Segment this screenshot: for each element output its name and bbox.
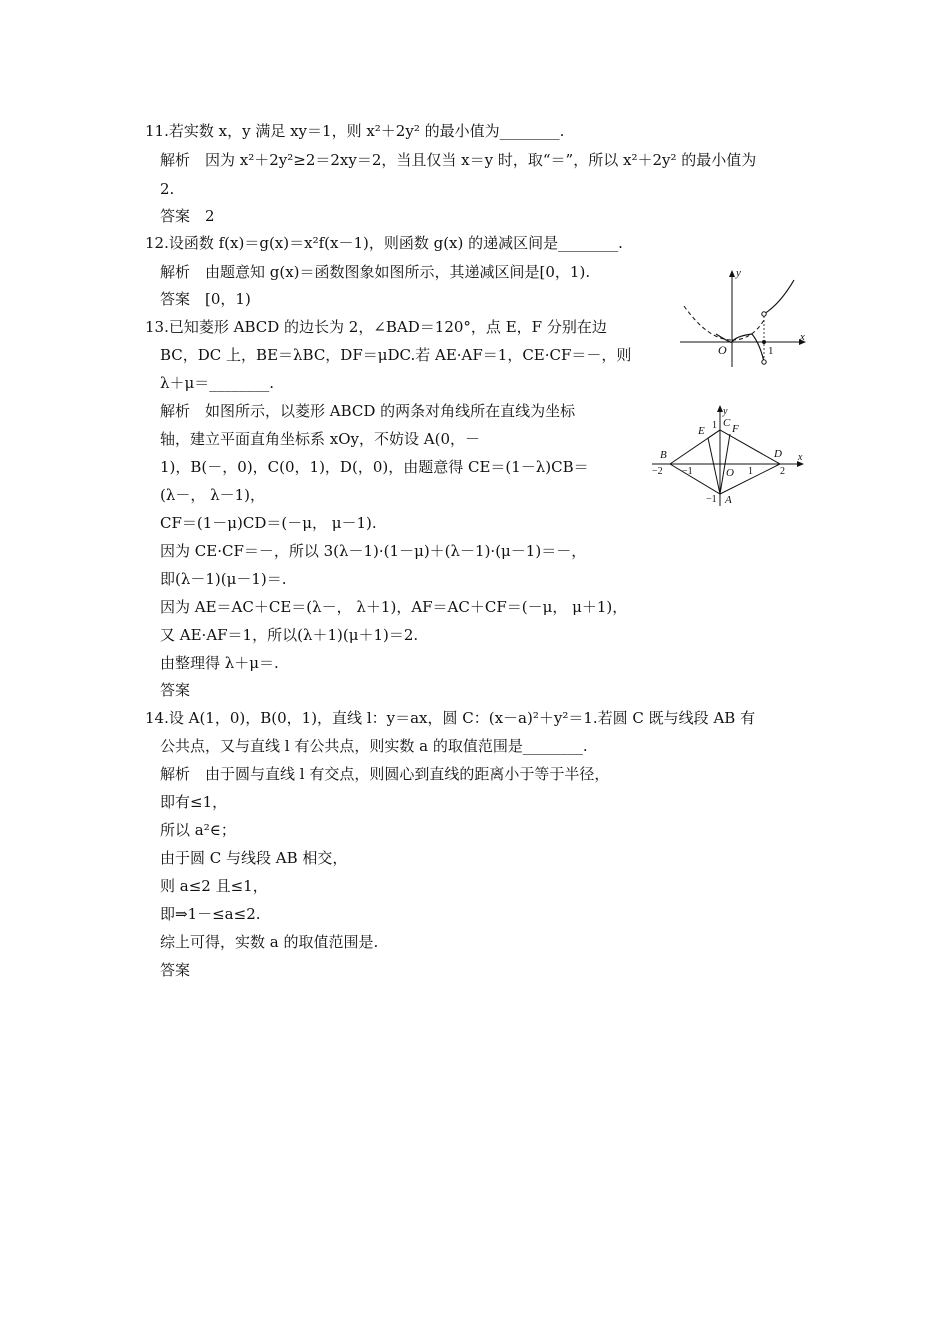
q13-stem-1: 13.已知菱形 ABCD 的边长为 2，∠BAD＝120°，点 E，F 分别在边 <box>145 318 607 336</box>
origin-label: O <box>718 343 727 357</box>
segment-ae <box>708 438 720 494</box>
tick-y-1: 1 <box>712 420 717 431</box>
x-axis-label: x <box>798 452 803 463</box>
q13-solution-4: (λ－， λ－1)， <box>160 486 266 504</box>
label-e: E <box>698 425 705 437</box>
q13-solution-5: CF＝(1－μ)CD＝(－μ， μ－1). <box>160 514 377 532</box>
q14-solution-4: 由于圆 C 与线段 AB 相交， <box>160 849 348 867</box>
q14-solution-2: 即有≤1， <box>160 793 228 811</box>
tick-label-1: 1 <box>768 345 774 357</box>
q11-solution: 解析 因为 x²＋2y²≥2＝2xy＝2，当且仅当 x＝y 时，取“＝”，所以 x²＋2y² 的最小值为 <box>160 151 757 169</box>
q14-solution-5: 则 a≤2 且≤1， <box>160 877 268 895</box>
tick-x-2: 2 <box>780 466 785 477</box>
x-axis-label: x <box>800 331 805 343</box>
solid-curve-upper <box>764 280 794 314</box>
rhombus-figure <box>648 402 808 510</box>
q14-answer: 答案 <box>160 961 191 979</box>
q11-stem: 11.若实数 x，y 满足 xy＝1，则 x²＋2y² 的最小值为________. <box>145 122 565 140</box>
filled-dot-axis <box>762 340 766 344</box>
q13-answer: 答案 <box>160 681 191 699</box>
origin-label: O <box>726 467 734 479</box>
q11-answer: 答案 2 <box>160 207 215 225</box>
label-c: C <box>723 417 731 429</box>
y-axis-label: y <box>736 267 741 279</box>
q14-solution-3: 所以 a²∈； <box>160 821 236 839</box>
q14-stem-1: 14.设 A(1，0)，B(0，1)，直线 l：y＝ax，圆 C：(x－a)²＋y²＝1.若圆 C 既与线段 AB 有 <box>145 709 756 727</box>
q13-solution-9: 又 AE·AF＝1，所以(λ＋1)(μ＋1)＝2. <box>160 626 419 644</box>
label-a: A <box>725 494 732 506</box>
q13-solution-7: 即(λ－1)(μ－1)＝. <box>160 570 287 588</box>
segment-ce <box>708 430 720 438</box>
open-dot-lower <box>762 360 766 364</box>
q11-solution-cont: 2. <box>160 180 175 198</box>
q12-stem: 12.设函数 f(x)＝g(x)＝x²f(x－1)，则函数 g(x) 的递减区间是________. <box>145 234 623 252</box>
y-axis-label: y <box>723 406 728 417</box>
q13-solution-2: 轴，建立平面直角坐标系 xOy，不妨设 A(0，－ <box>160 430 480 448</box>
dashed-curve-right <box>732 320 764 340</box>
q13-solution-6: 因为 CE·CF＝－，所以 3(λ－1)·(1－μ)＋(λ－1)·(μ－1)＝－， <box>160 542 587 560</box>
q13-stem-2: BC，DC 上，BE＝λBC，DF＝μDC.若 AE·AF＝1，CE·CF＝－，则 <box>160 346 632 364</box>
tick-x-m1: −1 <box>682 466 693 477</box>
q12-answer: 答案 [0，1) <box>160 290 251 308</box>
dashed-curve-left <box>684 306 732 340</box>
tick-x-m2: −2 <box>652 466 663 477</box>
label-d: D <box>774 448 782 460</box>
label-f: F <box>732 423 739 435</box>
q13-solution-3: 1)，B(－，0)，C(0，1)，D(，0)，由题意得 CE＝(1－λ)CB＝ <box>160 458 589 476</box>
q14-solution-6: 即⇒1－≤a≤2. <box>160 905 261 923</box>
q13-solution-10: 由整理得 λ＋μ＝. <box>160 654 279 672</box>
open-dot-upper <box>762 312 766 316</box>
y-axis-arrow <box>729 270 735 277</box>
q13-solution-8: 因为 AE＝AC＋CE＝(λ－， λ＋1)，AF＝AC＋CF＝(－μ， μ＋1)， <box>160 598 628 616</box>
q14-solution-1: 解析 由于圆与直线 l 有交点，则圆心到直线的距离小于等于半径， <box>160 765 610 783</box>
q13-solution-1: 解析 如图所示，以菱形 ABCD 的两条对角线所在直线为坐标 <box>160 402 576 420</box>
tick-x-1: 1 <box>748 466 753 477</box>
q14-stem-2: 公共点，又与直线 l 有公共点，则实数 a 的取值范围是________. <box>160 737 588 755</box>
q14-solution-7: 综上可得，实数 a 的取值范围是. <box>160 933 379 951</box>
label-b: B <box>660 449 667 461</box>
tick-y-m1: −1 <box>706 494 717 505</box>
q13-stem-3: λ＋μ＝________. <box>160 374 275 392</box>
function-graph-figure <box>676 262 812 372</box>
q12-solution: 解析 由题意知 g(x)＝函数图象如图所示，其递减区间是[0，1). <box>160 263 591 281</box>
